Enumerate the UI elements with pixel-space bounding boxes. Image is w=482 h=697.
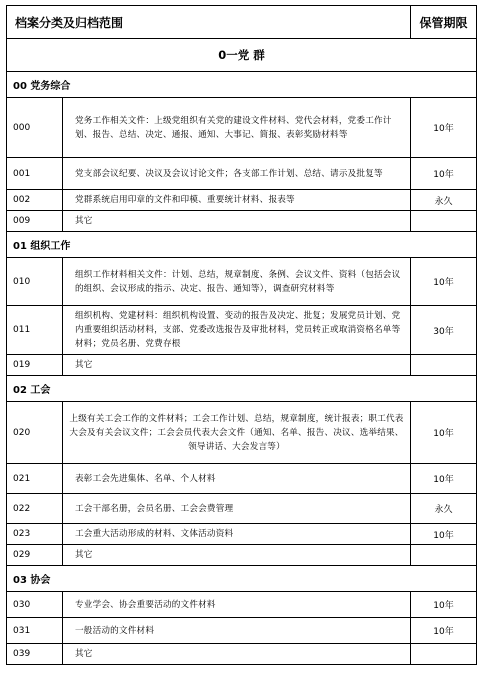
row-retention-term: 10年 — [411, 464, 477, 494]
table-row — [7, 644, 477, 665]
row-code: 000 — [7, 98, 63, 158]
retention-term-header: 保管期限 — [411, 6, 477, 39]
group-row — [7, 566, 477, 592]
row-retention-term: 永久 — [411, 190, 477, 211]
table-row — [7, 98, 477, 158]
row-code: 010 — [7, 258, 63, 306]
row-code: 002 — [7, 190, 63, 211]
row-retention-term: 永久 — [411, 494, 477, 524]
row-description: 其它 — [63, 545, 411, 566]
row-description: 一般活动的文件材料 — [63, 618, 411, 644]
row-code: 009 — [7, 211, 63, 232]
table-row — [7, 592, 477, 618]
row-description: 工会干部名册，会员名册、工会会费管理 — [63, 494, 411, 524]
row-retention-term: 10年 — [411, 158, 477, 190]
group-row — [7, 72, 477, 98]
row-description: 工会重大活动形成的材料、文体活动资料 — [63, 524, 411, 545]
row-retention-term: 10年 — [411, 98, 477, 158]
row-code: 019 — [7, 355, 63, 376]
row-code: 029 — [7, 545, 63, 566]
row-code: 020 — [7, 402, 63, 464]
row-description: 党务工作相关文件：上级党组织有关党的建设文件材料、党代会材料，党委工作计划、报告、总结、决定、通报、通知、大事记、简报、表彰奖励材料等 — [63, 98, 411, 158]
group-title: 01 组织工作 — [7, 232, 477, 258]
archive-classification-table — [6, 5, 477, 665]
table-row — [7, 618, 477, 644]
row-code: 021 — [7, 464, 63, 494]
row-description: 党群系统启用印章的文件和印模、重要统计材料、报表等 — [63, 190, 411, 211]
table-row — [7, 158, 477, 190]
row-description: 表彰工会先进集体、名单、个人材料 — [63, 464, 411, 494]
row-description: 其它 — [63, 644, 411, 665]
row-code: 023 — [7, 524, 63, 545]
row-description: 其它 — [63, 355, 411, 376]
row-retention-term — [411, 211, 477, 232]
section-title: 0一党 群 — [7, 39, 477, 72]
row-retention-term: 10年 — [411, 592, 477, 618]
table-row — [7, 355, 477, 376]
row-retention-term: 30年 — [411, 306, 477, 355]
table-row — [7, 402, 477, 464]
table-row — [7, 494, 477, 524]
row-code: 030 — [7, 592, 63, 618]
row-code: 001 — [7, 158, 63, 190]
group-title: 02 工会 — [7, 376, 477, 402]
row-code: 031 — [7, 618, 63, 644]
row-code: 022 — [7, 494, 63, 524]
table-row — [7, 464, 477, 494]
row-description: 其它 — [63, 211, 411, 232]
row-description: 上级有关工会工作的文件材料；工会工作计划、总结，规章制度，统计报表；职工代表大会及有关会议文件；工会会员代表大会文件（通知、名单、报告、决议、选举结果、领导讲话、大会发言等） — [63, 402, 411, 464]
table-row — [7, 190, 477, 211]
row-retention-term — [411, 644, 477, 665]
row-code: 039 — [7, 644, 63, 665]
row-description: 组织机构、党建材料：组织机构设置、变动的报告及决定、批复；发展党员计划、党内重要组织活动材料，支部、党委改选报告及审批材料，党员转正或取消资格名单等材料；党员名册、党费存根 — [63, 306, 411, 355]
row-retention-term: 10年 — [411, 402, 477, 464]
row-retention-term: 10年 — [411, 618, 477, 644]
row-retention-term: 10年 — [411, 524, 477, 545]
table-row — [7, 211, 477, 232]
row-description: 专业学会、协会重要活动的文件材料 — [63, 592, 411, 618]
table-row — [7, 306, 477, 355]
table-header-row — [7, 6, 477, 39]
section-title-row — [7, 39, 477, 72]
table-row — [7, 545, 477, 566]
group-row — [7, 376, 477, 402]
row-code: 011 — [7, 306, 63, 355]
group-title: 03 协会 — [7, 566, 477, 592]
scope-header: 档案分类及归档范围 — [7, 6, 411, 39]
group-row — [7, 232, 477, 258]
group-title: 00 党务综合 — [7, 72, 477, 98]
table-row — [7, 524, 477, 545]
row-retention-term — [411, 545, 477, 566]
table-row — [7, 258, 477, 306]
row-retention-term — [411, 355, 477, 376]
row-description: 组织工作材料相关文件：计划、总结，规章制度、条例、会议文件、资料（包括会议的组织、会议形成的指示、决定、报告、通知等），调查研究材料等 — [63, 258, 411, 306]
row-retention-term: 10年 — [411, 258, 477, 306]
row-description: 党支部会议纪要、决议及会议讨论文件；各支部工作计划、总结、请示及批复等 — [63, 158, 411, 190]
